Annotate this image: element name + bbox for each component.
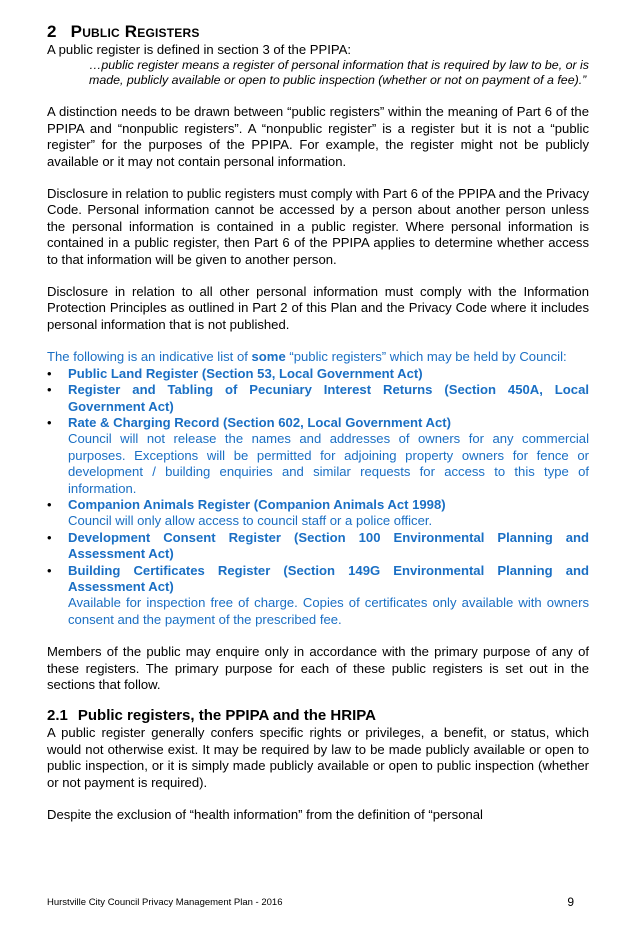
list-item xyxy=(47,563,589,629)
subsection-title: Public registers, the PPIPA and the HRIPA xyxy=(77,707,376,725)
document-page xyxy=(47,22,589,823)
list-intro-before: The following is an indicative list of xyxy=(47,349,252,365)
register-title: • Register and Tabling of Pecuniary Interest Returns (Section 450A, Local Government Act) xyxy=(68,382,589,414)
registers-list xyxy=(47,366,589,629)
list-intro xyxy=(47,349,589,365)
register-title: • Public Land Register (Section 53, Local Government Act) xyxy=(68,365,423,381)
page-footer xyxy=(47,897,574,908)
register-title: • Building Certificates Register (Section 149G Environmental Planning and Assessment Act) xyxy=(68,562,589,594)
definition-quote: …public register means a register of personal information that is required by law to be, or is made, publicly available or open to public inspection (whether or not on payment of a fee).” xyxy=(89,58,589,88)
page-number: 9 xyxy=(567,895,574,909)
register-description: Available for inspection free of charge. Copies of certificates only available with owners consent and the payment of the prescribed fee. xyxy=(68,595,589,627)
subsection-heading xyxy=(47,707,589,725)
section-heading xyxy=(47,22,589,42)
list-item xyxy=(47,415,589,497)
list-item xyxy=(47,382,589,415)
register-title: • Rate & Charging Record (Section 602, Local Government Act) xyxy=(68,414,451,430)
section-number: 2 xyxy=(47,22,57,41)
register-title: • Development Consent Register (Section 100 Environmental Planning and Assessment Act) xyxy=(68,529,589,562)
paragraph-distinction: A distinction needs to be drawn between “public registers” within the meaning of Part 6 of the PPIPA and “nonpublic registers”. A “nonpublic register” is a register but it is not a “public register” for the purposes of the PPIPA. For example, the register might not be publicly available or it may not contain personal information. xyxy=(47,104,589,169)
paragraph-primary-purpose: Members of the public may enquire only in accordance with the primary purpose of any of these registers. The primary purpose for each of these public registers is set out in the sections that follow. xyxy=(47,644,589,692)
section-title: Public Registers xyxy=(70,22,200,41)
paragraph-disclosure-public: Disclosure in relation to public registers must comply with Part 6 of the PPIPA and the Privacy Code. Personal information cannot be accessed by a person about another person unless the personal information is contained in a public register. Where personal information is contained in a public register, then Part 6 of the PPIPA applies to determine whether access to that information will be given to another person. xyxy=(47,186,589,267)
paragraph-rights: A public register generally confers specific rights or privileges, a benefit, or status, which would not otherwise exist. It may be required by law to be made publicly available or open to public inspection, or it is simply made publicly available or open to public inspection (whether or not payment is required). xyxy=(47,725,589,790)
subsection-number: 2.1 xyxy=(47,707,68,725)
list-item xyxy=(47,497,589,530)
list-item xyxy=(47,530,589,563)
register-title: • Companion Animals Register (Companion Animals Act 1998) xyxy=(68,496,446,512)
list-intro-after: “public registers” which may be held by Council: xyxy=(285,349,567,365)
register-description: Council will only allow access to council staff or a police officer. xyxy=(68,513,433,529)
paragraph-disclosure-other: Disclosure in relation to all other personal information must comply with the Information Protection Principles as outlined in Part 2 of this Plan and the Privacy Code where it includes personal information that is not published. xyxy=(47,284,589,332)
paragraph-health-info: Despite the exclusion of “health information” from the definition of “personal xyxy=(47,807,483,823)
list-intro-emphasis: some xyxy=(251,349,286,365)
intro-text: A public register is defined in section 3 of the PPIPA: xyxy=(47,42,351,57)
list-item xyxy=(47,366,589,382)
footer-text: Hurstville City Council Privacy Management Plan - 2016 xyxy=(47,897,283,908)
register-description: Council will not release the names and addresses of owners for any commercial purposes. Exceptions will be permitted for adjoining property owners for fence or development / building enquiries and similar requests for access to this type of information. xyxy=(68,431,589,496)
